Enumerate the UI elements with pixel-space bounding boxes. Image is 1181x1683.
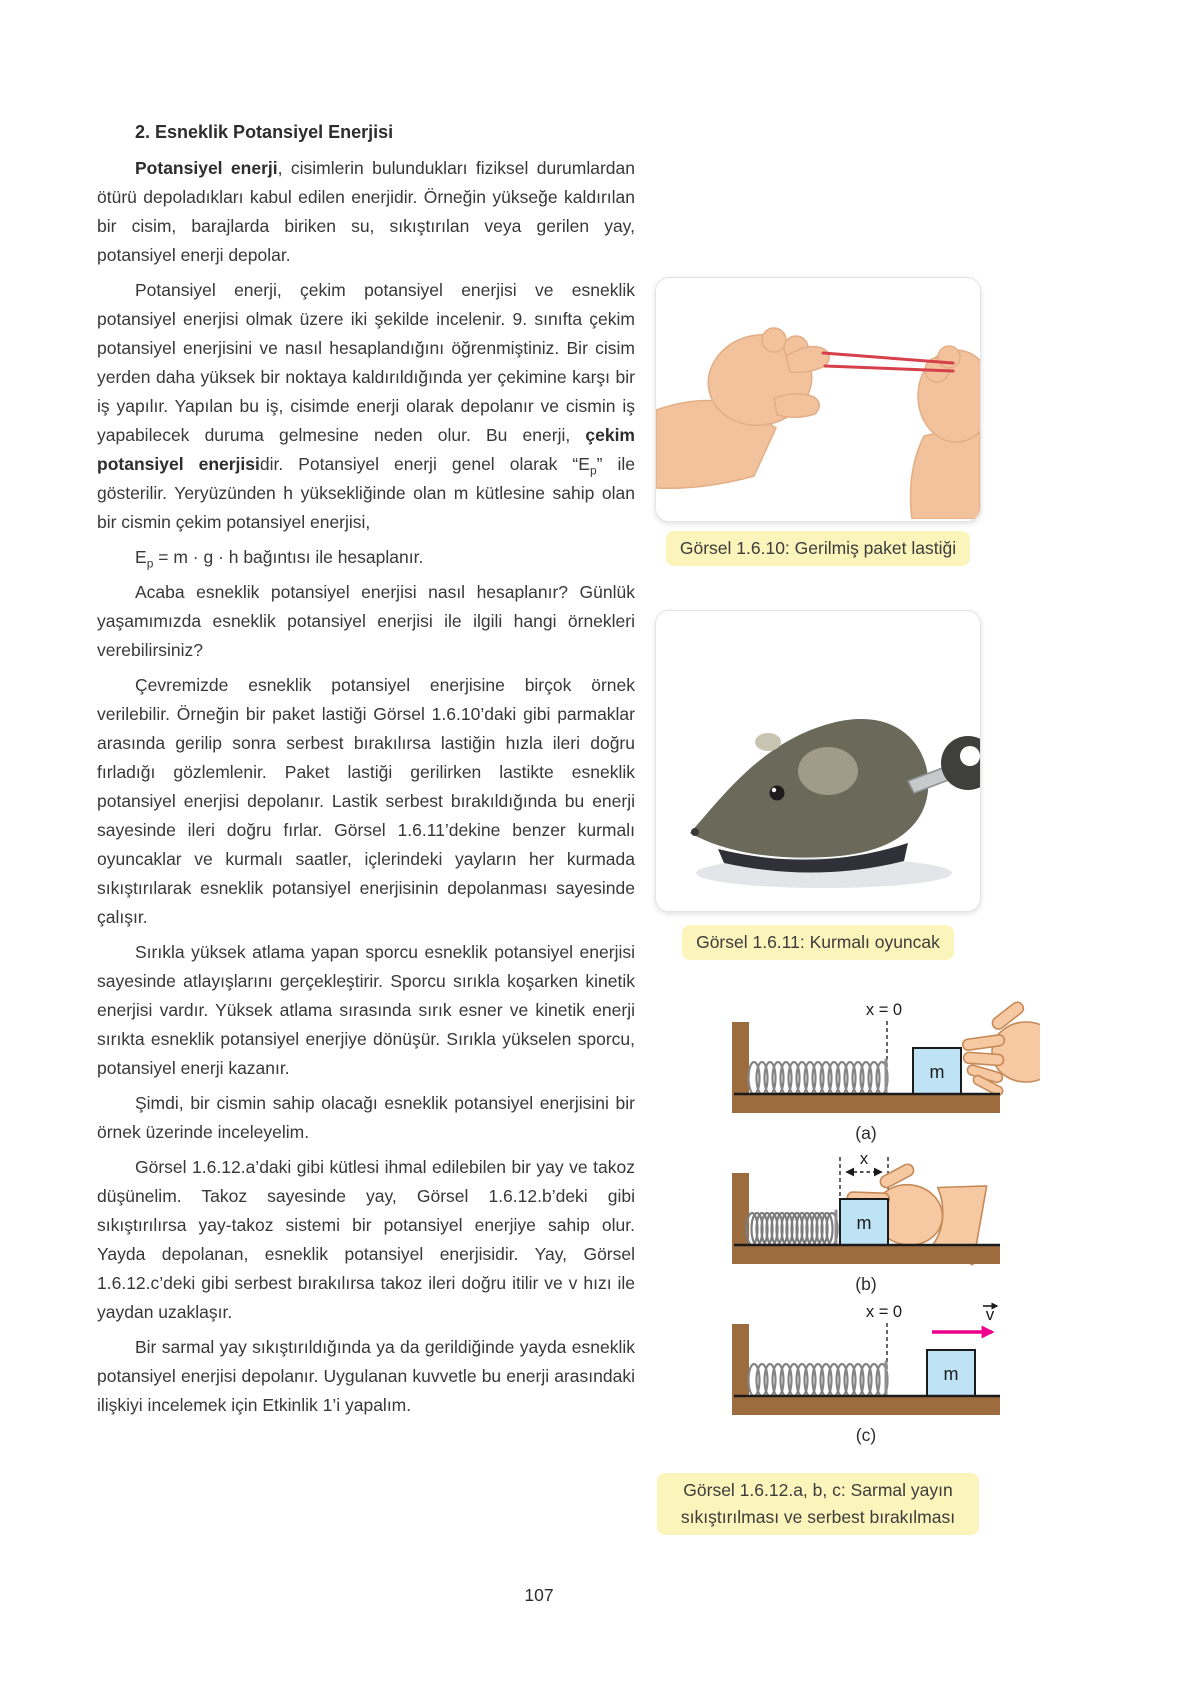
paragraph-8: Bir sarmal yay sıkıştırıldığında ya da gerildiğinde yayda esneklik potansiyel enerjisi depolanır. Uygulanan kuvvetle bu enerji arasındaki ilişkiyi incelemek için Etkinlik 1’i yapalım. bbox=[97, 1337, 635, 1415]
bold-term: çekim potansiyel enerjisi bbox=[97, 425, 635, 474]
figure-windup-mouse-photo bbox=[655, 610, 981, 912]
mass-label: m bbox=[856, 1213, 872, 1233]
wall bbox=[732, 1324, 749, 1396]
figure-caption-1: Görsel 1.6.10: Gerilmiş paket lastiği bbox=[666, 531, 970, 566]
sub-label-a: (a) bbox=[855, 1123, 877, 1143]
paragraph-5: Sırıkla yüksek atlama yapan sporcu esneklik potansiyel enerjisi sayesinde atlayışlarını gerçekleştirir. Sporcu sırıkla koşarken kinetik enerjisi vardır. Yüksek atlama sırasında sırık esner ve kinetik enerji sırıkta esneklik potansiyel enerjiye dönüşür. Sırıkla yükselen sporcu, potansiyel enerji kazanır. bbox=[97, 942, 635, 1078]
spring-diagrams bbox=[660, 1000, 995, 1447]
paragraph-1: Potansiyel enerji, cisimlerin bulundukları fiziksel durumlardan ötürü depoladıkları kabul edilen enerjidir. Örneğin yükseğe kaldırılan bir cisim, barajlarda biriken su, sıkıştırılan veya gerilen yay, potansiyel enerji depolar. bbox=[97, 158, 635, 265]
spring-icon bbox=[749, 1060, 888, 1096]
paragraph-7: Görsel 1.6.12.a’daki gibi kütlesi ihmal edilebilen bir yay ve takoz düşünelim. Takoz sayesinde yay, Görsel 1.6.12.b’deki gibi sıkıştırılırsa yay-takoz sistemi bir potansiyel enerjiye sahip olur. Yayda depolanan, esneklik potansiyel enerjisidir. Yay, Görsel 1.6.12.c’deki gibi serbest bırakılırsa takoz ileri doğru itilir ve v hızı ile yaydan uzaklaşır. bbox=[97, 1157, 635, 1322]
floor bbox=[732, 1245, 1000, 1264]
far-ear bbox=[755, 733, 781, 751]
text-column bbox=[97, 118, 635, 1426]
x0-label: x = 0 bbox=[865, 1303, 903, 1321]
figure-caption-2: Görsel 1.6.11: Kurmalı oyuncak bbox=[682, 925, 954, 960]
thumb bbox=[774, 394, 819, 418]
paragraph-3: Acaba esneklik potansiyel enerjisi nasıl hesaplanır? Günlük yaşamımızda esneklik potansiyel enerjisi ile ilgili hangi örnekleri verebilirsiniz? bbox=[97, 582, 635, 660]
hand-icon bbox=[962, 1000, 1040, 1097]
mass-label: m bbox=[929, 1062, 945, 1082]
section-heading: 2. Esneklik Potansiyel Enerjisi bbox=[135, 122, 394, 142]
sub-label-b: (b) bbox=[855, 1274, 877, 1294]
page-number: 107 bbox=[524, 1585, 554, 1605]
diagram-a bbox=[660, 1000, 981, 1145]
spring-icon bbox=[747, 1211, 838, 1247]
mass-label: m bbox=[943, 1364, 959, 1384]
nose bbox=[691, 828, 699, 836]
x-label: x bbox=[859, 1151, 869, 1168]
left-arm bbox=[656, 325, 829, 488]
eye bbox=[770, 786, 785, 801]
rubber-band-illustration bbox=[656, 278, 980, 519]
paragraph-4: Çevremizde esneklik potansiyel enerjisine birçok örnek verilebilir. Örneğin bir paket lastiği Görsel 1.6.10’daki gibi parmaklar arasında gerilip sonra serbest bırakılırsa lastiğin hızla ileri doğru fırladığı gözlemlenir. Paket lastiği gerilirken lastikte esneklik potansiyel enerjisi depolanır. Lastik serbest bırakıldığında bu enerji sayesinde ileri doğru fırlar. Görsel 1.6.11’dekine benzer kurmalı oyuncaklar ve kurmalı saatler, içlerindeki yayların her kurmada sıkıştırılarak esneklik potansiyel enerjisinin depolanması sayesinde çalışır. bbox=[97, 675, 635, 927]
eye-glint bbox=[772, 788, 776, 792]
x0-label: x = 0 bbox=[865, 1001, 903, 1019]
diagram-c bbox=[660, 1302, 995, 1447]
svg-text:v: v bbox=[985, 1305, 995, 1324]
ear bbox=[798, 747, 858, 795]
spring-icon bbox=[749, 1362, 888, 1398]
floor bbox=[732, 1094, 1000, 1113]
figure-rubber-band-photo bbox=[655, 277, 981, 522]
velocity-vector-label bbox=[983, 1305, 997, 1324]
diagram-b bbox=[660, 1151, 981, 1296]
wall bbox=[732, 1022, 749, 1094]
figure-caption-3: Görsel 1.6.12.a, b, c: Sarmal yayın sıkıştırılması ve serbest bırakılması bbox=[657, 1473, 979, 1535]
windup-mouse-illustration bbox=[656, 611, 980, 909]
paragraph-2: Potansiyel enerji, çekim potansiyel enerjisi ve esneklik potansiyel enerjisi olmak üzere iki şekilde incelenir. 9. sınıfta çekim potansiyel enerjisini ve nasıl hesaplandığını öğrenmiştiniz. Bir cisim yerden daha yüksek bir noktaya kaldırıldığında yer çekimine karşı bir iş yapılır. Yapılan bu iş, cisimde enerji olarak depolanır ve cismin iş yapabilecek duruma gelmesine neden olur. Bu enerji, çekim potansiyel enerjisidir. Potansiyel enerji genel olarak “$E_p$” ile gösterilir. Yeryüzünden h yüksekliğinde olan m kütlesine sahip olan bir cismin çekim potansiyel enerjisi, bbox=[97, 280, 635, 532]
formula-line: $E_p = m \cdot g \cdot h$ bağıntısı ile hesaplanır. bbox=[135, 547, 424, 571]
sub-label-c: (c) bbox=[855, 1425, 877, 1445]
bold-term: Potansiyel enerji bbox=[135, 158, 278, 178]
paragraph-6: Şimdi, bir cismin sahip olacağı esneklik potansiyel enerjisini bir örnek üzerinde inceleyelim. bbox=[97, 1093, 635, 1142]
floor bbox=[732, 1396, 1000, 1415]
figure-column bbox=[655, 277, 995, 1535]
